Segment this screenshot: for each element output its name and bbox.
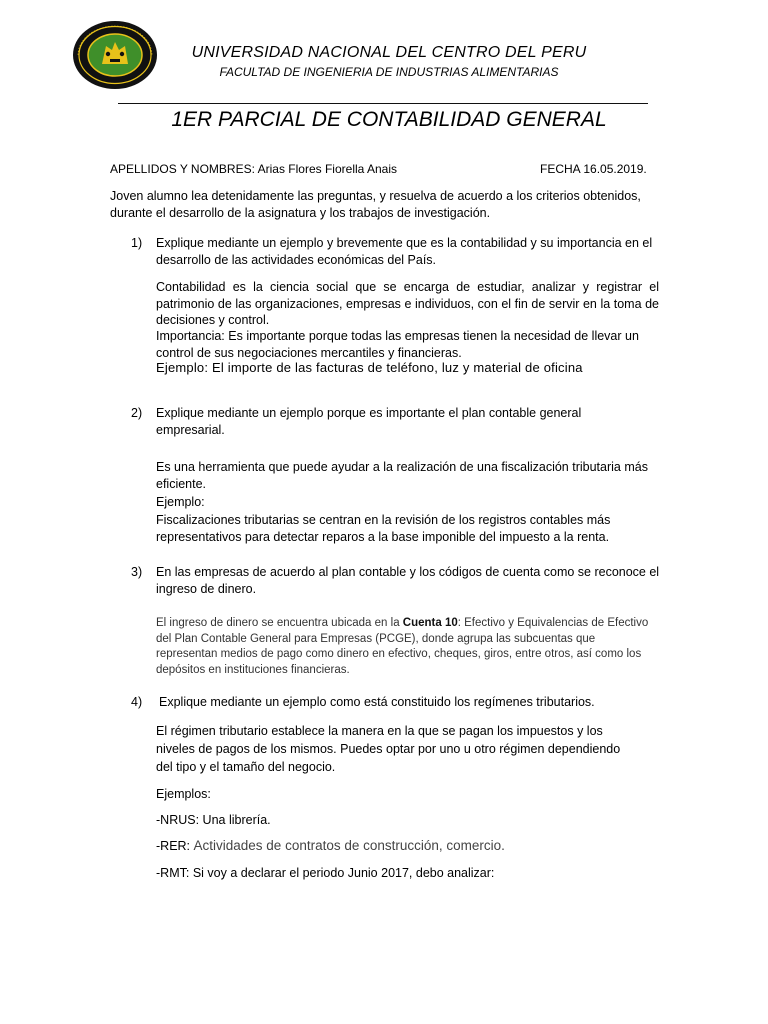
university-name: UNIVERSIDAD NACIONAL DEL CENTRO DEL PERU bbox=[191, 44, 587, 61]
question-3-answer-account: Cuenta 10 bbox=[402, 617, 458, 629]
question-2-answer: Es una herramienta que puede ayudar a la realización de una fiscalización tributaria más eficiente. bbox=[156, 460, 648, 491]
question-4-text: Explique mediante un ejemplo como está constituido los regímenes tributarios. bbox=[159, 695, 595, 709]
question-3-answer-post: : Efectivo y Equivalencias de Efectivo del Plan Contable General para Empresas (PCGE), donde agrupa las subcuentas que representan medios de pago como dinero en efectivo, cheques, giros, entre otros, así como los depósitos en instituciones financieras. bbox=[156, 617, 649, 676]
exam-date: FECHA 16.05.2019. bbox=[540, 162, 647, 176]
name-value: Arias Flores Fiorella Anais bbox=[257, 162, 398, 176]
rer-value: Actividades de contratos de construcción, comercio. bbox=[193, 838, 505, 853]
student-name-line bbox=[110, 162, 397, 176]
question-2-text: Explique mediante un ejemplo porque es importante el plan contable general empresarial. bbox=[156, 406, 582, 437]
question-4-number: 4) bbox=[131, 695, 143, 709]
nrus-label: -NRUS: bbox=[156, 813, 200, 827]
example-rmt bbox=[156, 865, 659, 882]
rer-label: -RER: bbox=[156, 839, 191, 853]
name-label: APELLIDOS Y NOMBRES: bbox=[110, 162, 255, 176]
nrus-value: Una librería. bbox=[202, 813, 271, 827]
question-3-number: 3) bbox=[131, 565, 143, 579]
question-4-answer: El régimen tributario establece la manera en la que se pagan los impuestos y los niveles de pagos de los mismos. Puedes optar por uno u otro régimen dependiendo del tipo y el tamaño del negocio. bbox=[156, 724, 621, 774]
rmt-value: Si voy a declarar el periodo Junio 2017, debo analizar: bbox=[192, 866, 495, 880]
question-1-example: Ejemplo: El importe de las facturas de teléfono, luz y material de oficina bbox=[156, 360, 583, 375]
question-1-number: 1) bbox=[131, 236, 143, 250]
question-1-importance: Importancia: Es importante porque todas las empresas tienen la necesidad de llevar un control de sus negociaciones mercantiles y financieras. bbox=[156, 329, 639, 360]
example-rer bbox=[156, 838, 659, 855]
question-2-number: 2) bbox=[131, 406, 143, 420]
intro-paragraph: Joven alumno lea detenidamente las preguntas, y resuelva de acuerdo a los criterios obtenidos, durante el desarrollo de la asignatura y los trabajos de investigación. bbox=[110, 189, 641, 220]
question-2-example: Fiscalizaciones tributarias se centran en la revisión de los registros contables más representativos para detectar reparos a la base imponible del impuesto a la renta. bbox=[156, 513, 611, 544]
rmt-label: -RMT: bbox=[156, 866, 190, 880]
faculty-name: FACULTAD DE INGENIERIA DE INDUSTRIAS ALIMENTARIAS bbox=[219, 65, 559, 79]
question-4-examples-label: Ejemplos: bbox=[156, 787, 211, 801]
question-1-text: Explique mediante un ejemplo y brevemente que es la contabilidad y su importancia en el desarrollo de las actividades económicas del País. bbox=[156, 236, 653, 267]
question-1-answer: Contabilidad es la ciencia social que se encarga de estudiar, analizar y registrar el patrimonio de las organizaciones, empresas e individuos, con el fin de servir en la toma de decisiones y control. bbox=[156, 280, 659, 327]
question-3-answer bbox=[156, 616, 656, 678]
question-3-text: En las empresas de acuerdo al plan contable y los códigos de cuenta como se reconoce el ingreso de dinero. bbox=[156, 565, 660, 596]
example-nrus bbox=[156, 812, 659, 829]
exam-title: 1ER PARCIAL DE CONTABILIDAD GENERAL bbox=[171, 108, 607, 131]
question-3-answer-pre: El ingreso de dinero se encuentra ubicada en la bbox=[156, 617, 403, 629]
header-divider bbox=[118, 103, 648, 104]
question-2-example-label: Ejemplo: bbox=[156, 495, 205, 509]
